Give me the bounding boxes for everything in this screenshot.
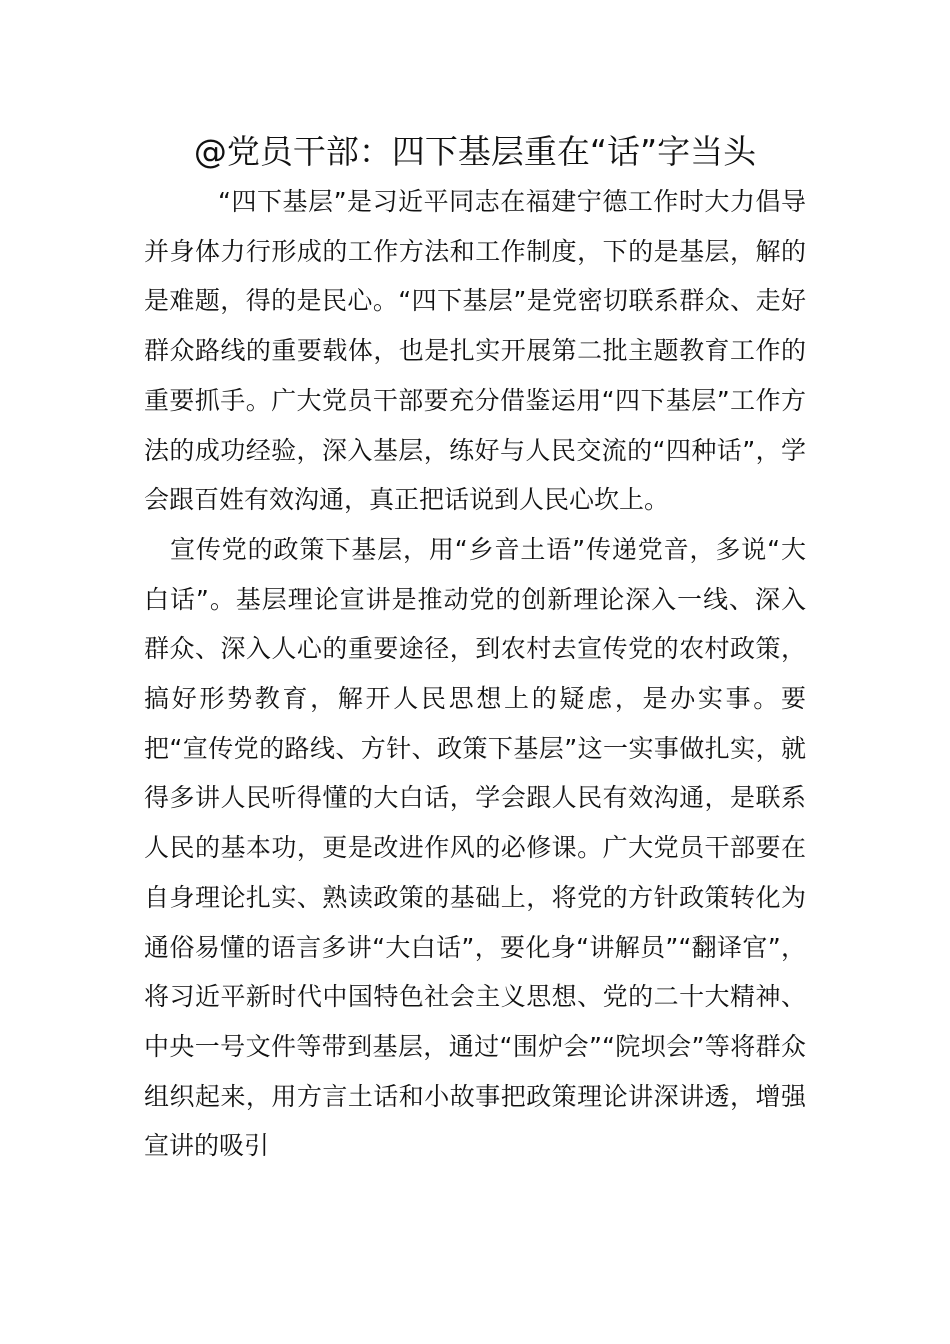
paragraph-2: 宣传党的政策下基层，用“乡音土语”传递党音，多说“大白话”。基层理论宣讲是推动党的创新理论深入一线、深入群众、深入人心的重要途径，到农村去宣传党的农村政策，搞好形势教育，解开人民思想上的疑虑，是办实事。要把“宣传党的路线、方针、政策下基层”这一实事做扎实，就得多讲人民听得懂的大白话，学会跟人民有效沟通，是联系人民的基本功，更是改进作风的必修课。广大党员干部要在自身理论扎实、熟读政策的基础上，将党的方针政策转化为通俗易懂的语言多讲“大白话”，要化身“讲解员”“翻译官”，将习近平新时代中国特色社会主义思想、党的二十大精神、中央一号文件等带到基层，通过“围炉会”“院坝会”等将群众组织起来，用方言土话和小故事把政策理论讲深讲透，增强宣讲的吸引 — [144, 534, 806, 1161]
document-body — [144, 177, 806, 1171]
document-title: @党员干部：四下基层重在“话”字当头 — [193, 132, 757, 171]
paragraph-1: “四下基层”是习近平同志在福建宁德工作时大力倡导并身体力行形成的工作方法和工作制度，下的是基层，解的是难题，得的是民心。“四下基层”是党密切联系群众、走好群众路线的重要载体，也是扎实开展第二批主题教育工作的重要抓手。广大党员干部要充分借鉴运用“四下基层”工作方法的成功经验，深入基层，练好与人民交流的“四种话”，学会跟百姓有效沟通，真正把话说到人民心坎上。 — [144, 187, 806, 515]
